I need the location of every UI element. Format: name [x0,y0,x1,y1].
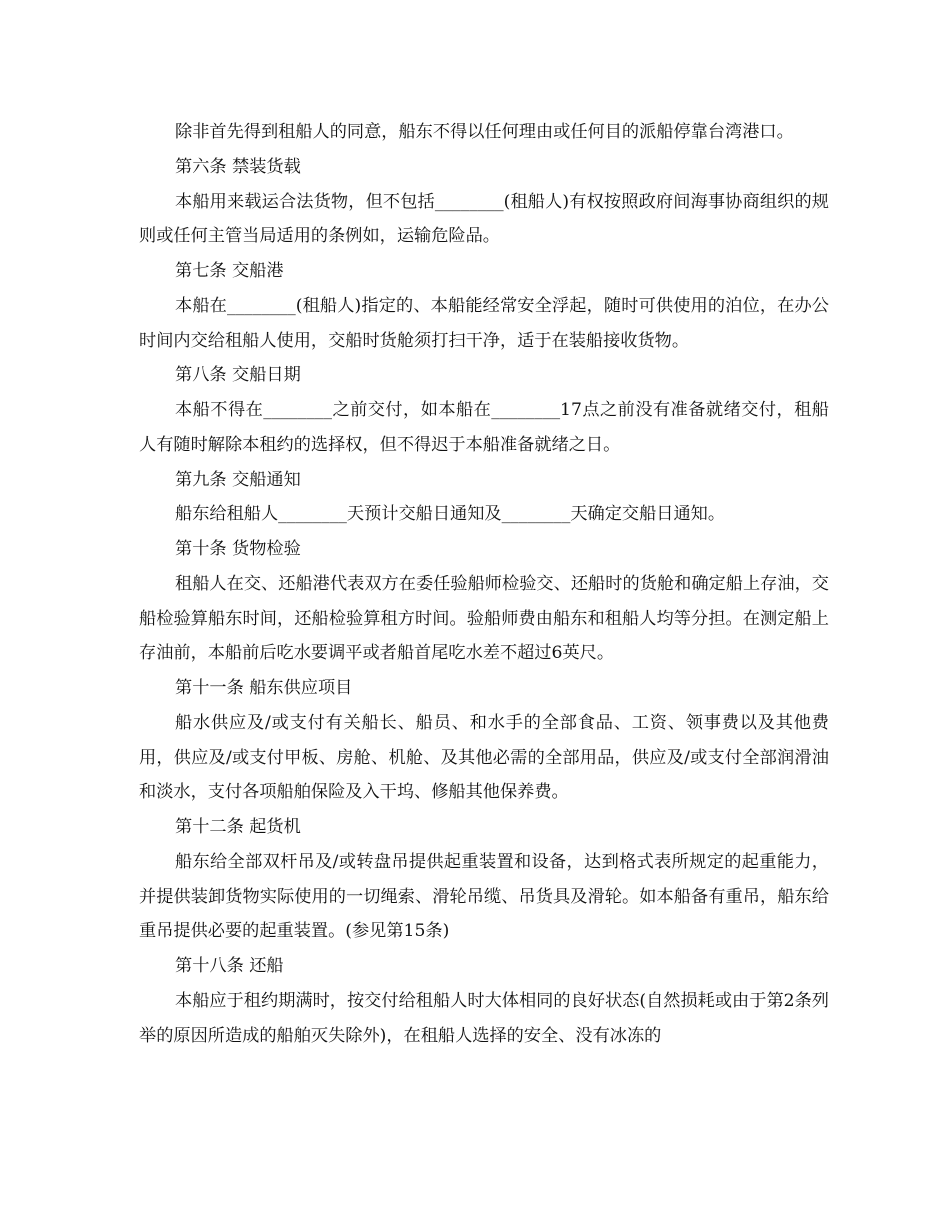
heading-article-12: 第十二条 起货机 [175,817,301,837]
paragraph-article-10: 租船人在交、还船港代表双方在委任验船师检验交、还船时的货舱和确定船上存油，交船检验算船东时间，还船检验算租方时间。验船师费由船东和租船人均等分担。在测定船上存油前，本船前后吃水要调平或者船首尾吃水差不超过6英尺。 [139,573,829,664]
paragraph-article-18: 本船应于租约期满时，按交付给租船人时大体相同的良好状态(自然损耗或由于第2条列举的原因所造成的船舶灭失除外)，在租船人选择的安全、没有冰冻的 [139,990,829,1046]
heading-article-18: 第十八条 还船 [175,956,284,976]
paragraph-article-8: 本船不得在________之前交付，如本船在________17点之前没有准备就绪交付，租船人有随时解除本租约的选择权，但不得迟于本船准备就绪之日。 [139,400,829,455]
heading-article-9: 第九条 交船通知 [175,469,301,490]
paragraph-article-9: 船东给租船人________天预计交船日通知及________天确定交船日通知。 [175,504,726,525]
heading-article-8: 第八条 交船日期 [175,365,301,386]
paragraph-article-7: 本船在________(租船人)指定的、本船能经常安全浮起，随时可供使用的泊位，在办公时间内交给租船人使用，交船时货舱须打扫干净，适于在装船接收货物。 [139,295,829,351]
paragraph-article-12: 船东给全部双杆吊及/或转盘吊提供起重装置和设备，达到格式表所规定的起重能力，并提供装卸货物实际使用的一切绳索、滑轮吊缆、吊货具及滑轮。如本船备有重吊，船东给重吊提供必要的起重装置。(参见第15条) [139,851,829,942]
paragraph-article-6: 本船用来载运合法货物，但不包括________(租船人)有权按照政府间海事协商组织的规则或任何主管当局适用的条例如，运输危险品。 [139,191,829,247]
paragraph-article-11: 船水供应及/或支付有关船长、船员、和水手的全部食品、工资、领事费以及其他费用，供应及/或支付甲板、房舱、机舱、及其他必需的全部用品，供应及/或支付全部润滑油和淡水，支付各项船舶保险及入干坞、修船其他保养费。 [139,712,829,803]
heading-article-11: 第十一条 船东供应项目 [175,678,353,698]
heading-article-10: 第十条 货物检验 [175,539,301,559]
heading-article-6: 第六条 禁装货载 [175,156,301,177]
paragraph-taiwan-port: 除非首先得到租船人的同意，船东不得以任何理由或任何目的派船停靠台湾港口。 [175,122,794,142]
heading-article-7: 第七条 交船港 [175,261,284,281]
document-body [139,115,829,1053]
